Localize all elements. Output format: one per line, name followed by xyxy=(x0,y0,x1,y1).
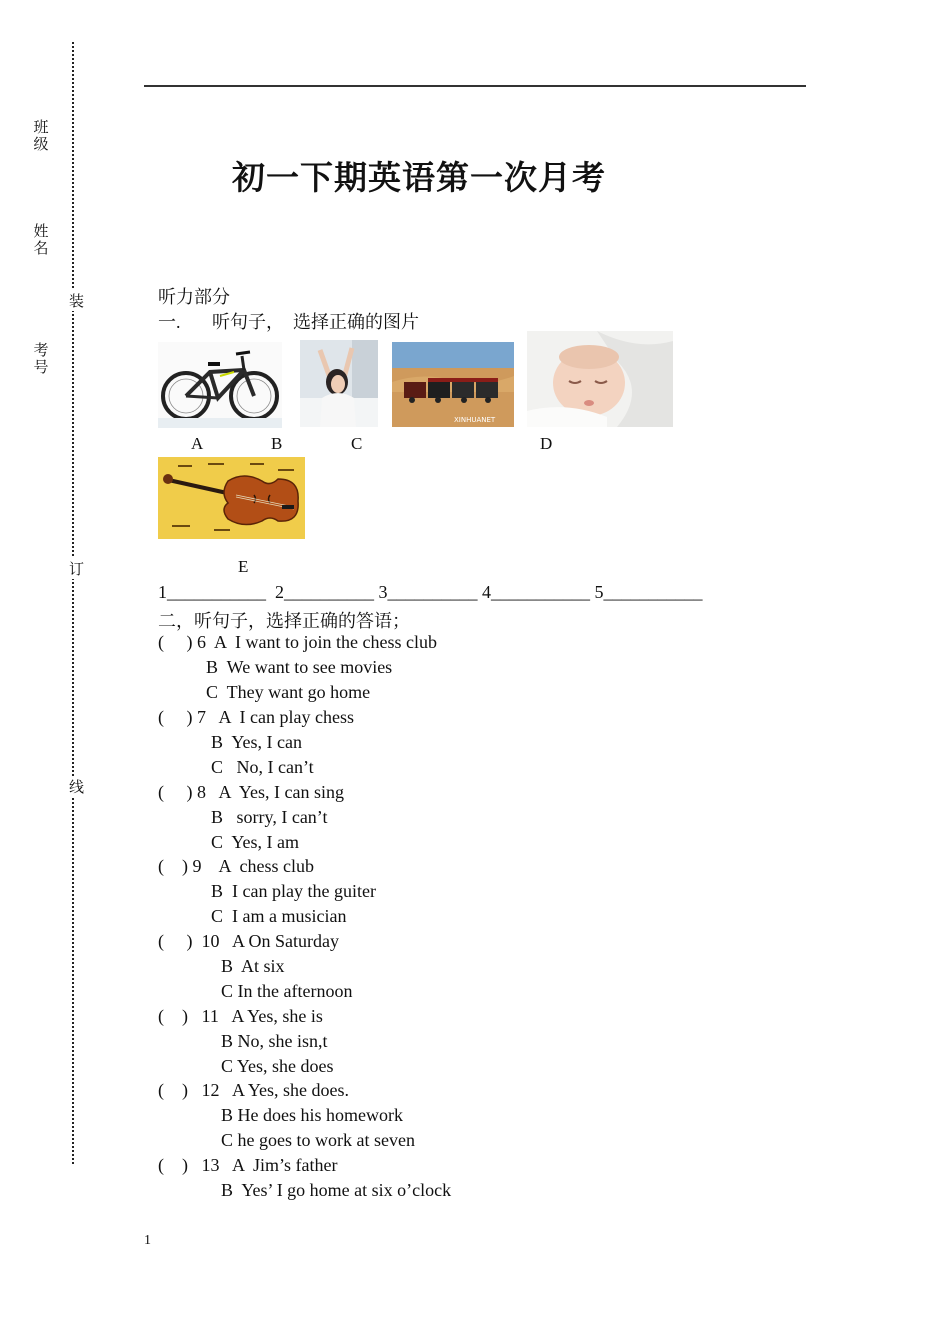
question-12-option-b: B He does his homework xyxy=(221,1105,403,1125)
question-11-option-c: C Yes, she does xyxy=(221,1056,334,1076)
page-number: 1 xyxy=(144,1233,151,1248)
part2-heading: 二，听句子，选择正确的答语； xyxy=(158,611,410,631)
binding-mark-zhuang: 装 xyxy=(69,290,84,311)
name-field-label: 姓 名 xyxy=(33,224,49,257)
question-7-option-c: C No, I can’t xyxy=(211,757,314,777)
girl-waking-image xyxy=(300,340,378,427)
image-label-c: C xyxy=(351,434,363,453)
question-11-stem: ( ) 11 A Yes, she is xyxy=(158,1006,323,1026)
question-12-option-c: C he goes to work at seven xyxy=(221,1130,415,1150)
image-label-d: D xyxy=(540,434,553,453)
question-9-stem: ( ) 9 A chess club xyxy=(158,856,314,876)
bicycle-image xyxy=(158,342,282,428)
question-10-option-c: C In the afternoon xyxy=(221,981,353,1001)
binding-mark-xian: 线 xyxy=(69,776,84,797)
class-field-label: 班 级 xyxy=(33,120,49,153)
question-6-stem: ( ) 6 A I want to join the chess club xyxy=(158,632,437,652)
question-13-option-b: B Yes’ I go home at six o’clock xyxy=(221,1180,452,1200)
part1-answer-blanks: 1___________ 2__________ 3__________ 4___________ 5___________ xyxy=(158,582,703,602)
question-8-option-c: C Yes, I am xyxy=(211,832,300,852)
question-13-stem: ( ) 13 A Jim’s father xyxy=(158,1155,338,1175)
part1-heading: 听句子， 选择正确的图片 xyxy=(212,312,419,332)
sleeping-baby-image xyxy=(527,331,673,427)
part1-heading-number: 一. xyxy=(158,312,181,332)
violin-image xyxy=(158,457,305,539)
question-7-option-b: B Yes, I can xyxy=(211,732,303,752)
question-7-stem: ( ) 7 A I can play chess xyxy=(158,707,354,727)
desert-train-image xyxy=(392,342,514,427)
exam-number-field-label: 考 号 xyxy=(33,343,49,376)
question-8-option-b: B sorry, I can’t xyxy=(211,807,328,827)
question-9-option-b: B I can play the guiter xyxy=(211,881,376,901)
image-label-e: E xyxy=(238,557,249,576)
listening-heading: 听力部分 xyxy=(158,287,230,307)
question-11-option-b: B No, she isn,t xyxy=(221,1031,328,1051)
page-title: 初一下期英语第一次月考 xyxy=(232,158,606,197)
question-12-stem: ( ) 12 A Yes, she does. xyxy=(158,1080,350,1100)
question-8-stem: ( ) 8 A Yes, I can sing xyxy=(158,782,345,802)
question-10-option-b: B At six xyxy=(221,956,285,976)
question-6-option-c: C They want go home xyxy=(206,682,371,702)
question-9-option-c: C I am a musician xyxy=(211,906,347,926)
image-watermark: XINHUANET xyxy=(454,416,496,424)
question-6-option-b: B We want to see movies xyxy=(206,657,393,677)
binding-dotted-line xyxy=(72,42,74,1164)
image-label-a: A xyxy=(191,434,204,453)
question-10-stem: ( ) 10 A On Saturday xyxy=(158,931,339,951)
header-rule xyxy=(144,85,806,87)
image-label-b: B xyxy=(271,434,283,453)
binding-mark-ding: 订 xyxy=(69,558,84,579)
